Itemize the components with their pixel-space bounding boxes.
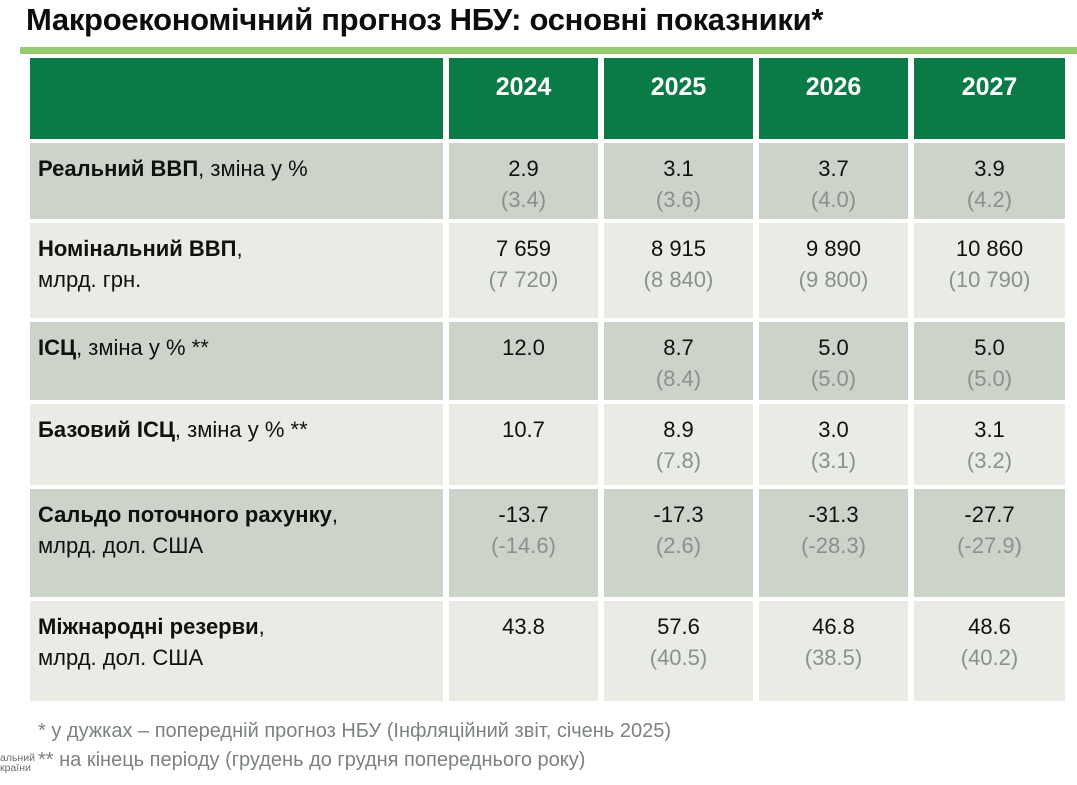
- row-label-rest: ,: [258, 614, 265, 639]
- value-cell: [759, 489, 908, 597]
- previous-forecast: (-14.6): [491, 533, 556, 558]
- table-header-year-2024: 2024: [449, 58, 598, 139]
- footnote-2: ** на кінець періоду (грудень до грудня попереднього року): [38, 749, 586, 771]
- current-forecast: 10.7: [502, 417, 545, 442]
- value-cell: [604, 143, 753, 219]
- current-forecast: -17.3: [653, 502, 704, 527]
- footnotes: [38, 717, 671, 775]
- previous-forecast: (4.2): [966, 187, 1013, 212]
- forecast-table: [30, 58, 1065, 701]
- previous-forecast: (9 800): [798, 267, 869, 292]
- row-label-current-account: [30, 489, 443, 597]
- row-label-rest: , зміна у % **: [76, 335, 209, 360]
- current-forecast: 3.1: [663, 156, 694, 181]
- row-label-rest: , зміна у % **: [174, 417, 308, 442]
- previous-forecast: (40.5): [649, 645, 708, 670]
- row-label-rest: ,: [331, 502, 338, 527]
- nbu-logo-line2: країни: [0, 762, 31, 774]
- value-cell: [759, 601, 908, 701]
- row-label-line2: млрд. грн.: [38, 267, 142, 292]
- row-label-bold: Міжнародні резерви: [38, 614, 259, 639]
- value-cell: [449, 404, 598, 485]
- previous-forecast: (3.1): [810, 448, 857, 473]
- nbu-logo-line1: альний: [0, 752, 35, 764]
- current-forecast: 10 860: [955, 236, 1024, 261]
- current-forecast: 46.8: [812, 614, 855, 639]
- current-forecast: -27.7: [964, 502, 1015, 527]
- current-forecast: 8.7: [663, 335, 694, 360]
- current-forecast: -31.3: [808, 502, 859, 527]
- current-forecast: -13.7: [498, 502, 549, 527]
- row-label-real-gdp: [30, 143, 443, 219]
- current-forecast: 57.6: [657, 614, 700, 639]
- previous-forecast: (3.2): [966, 448, 1013, 473]
- table-header-year-2026: 2026: [759, 58, 908, 139]
- previous-forecast: (4.0): [810, 187, 857, 212]
- value-cell: [914, 404, 1065, 485]
- current-forecast: 9 890: [805, 236, 862, 261]
- value-cell: [449, 223, 598, 318]
- nbu-logo-fragment: [0, 753, 35, 773]
- row-label-bold: Базовий ІСЦ: [38, 417, 175, 442]
- value-cell: [604, 404, 753, 485]
- row-label-line2: млрд. дол. США: [38, 645, 204, 670]
- value-cell: [914, 322, 1065, 400]
- current-forecast: 3.0: [818, 417, 849, 442]
- value-cell: [449, 322, 598, 400]
- previous-forecast: (40.2): [960, 645, 1019, 670]
- row-label-rest: ,: [236, 236, 243, 261]
- row-label-rest: , зміна у %: [198, 156, 308, 181]
- value-cell: [449, 489, 598, 597]
- previous-forecast: (5.0): [966, 366, 1013, 391]
- row-label-bold: Реальний ВВП: [38, 156, 199, 181]
- row-label-nominal-gdp: [30, 223, 443, 318]
- previous-forecast: (7 720): [488, 267, 559, 292]
- current-forecast: 7 659: [495, 236, 552, 261]
- row-label-international-reserves: [30, 601, 443, 701]
- previous-forecast: (-27.9): [957, 533, 1022, 558]
- value-cell: [914, 601, 1065, 701]
- row-label-bold: Номінальний ВВП: [38, 236, 237, 261]
- previous-forecast: (8 840): [643, 267, 714, 292]
- footnote-1: * у дужках – попередній прогноз НБУ (Інфляційний звіт, січень 2025): [38, 720, 671, 742]
- table-header-year-2027: 2027: [914, 58, 1065, 139]
- current-forecast: 12.0: [502, 335, 545, 360]
- current-forecast: 43.8: [502, 614, 545, 639]
- value-cell: [914, 489, 1065, 597]
- current-forecast: 3.1: [974, 417, 1005, 442]
- value-cell: [449, 143, 598, 219]
- page-title: Макроекономічний прогноз НБУ: основні показники*: [26, 2, 824, 37]
- previous-forecast: (2.6): [655, 533, 702, 558]
- previous-forecast: (8.4): [655, 366, 702, 391]
- value-cell: [604, 489, 753, 597]
- value-cell: [914, 223, 1065, 318]
- current-forecast: 2.9: [508, 156, 539, 181]
- previous-forecast: (5.0): [810, 366, 857, 391]
- value-cell: [604, 601, 753, 701]
- previous-forecast: (10 790): [948, 267, 1031, 292]
- value-cell: [759, 404, 908, 485]
- previous-forecast: (-28.3): [801, 533, 866, 558]
- value-cell: [449, 601, 598, 701]
- value-cell: [759, 223, 908, 318]
- current-forecast: 5.0: [818, 335, 849, 360]
- current-forecast: 8.9: [663, 417, 694, 442]
- row-label-core-cpi: [30, 404, 443, 485]
- previous-forecast: (3.6): [655, 187, 702, 212]
- table-header-corner: [30, 58, 443, 139]
- value-cell: [604, 322, 753, 400]
- title-accent-bar: [20, 47, 1077, 54]
- value-cell: [604, 223, 753, 318]
- previous-forecast: (38.5): [804, 645, 863, 670]
- value-cell: [914, 143, 1065, 219]
- row-label-line2: млрд. дол. США: [38, 533, 204, 558]
- value-cell: [759, 322, 908, 400]
- row-label-bold: Сальдо поточного рахунку: [38, 502, 332, 527]
- previous-forecast: (7.8): [655, 448, 702, 473]
- current-forecast: 3.9: [974, 156, 1005, 181]
- row-label-cpi: [30, 322, 443, 400]
- current-forecast: 3.7: [818, 156, 849, 181]
- table-header-year-2025: 2025: [604, 58, 753, 139]
- current-forecast: 5.0: [974, 335, 1005, 360]
- value-cell: [759, 143, 908, 219]
- current-forecast: 48.6: [968, 614, 1011, 639]
- previous-forecast: (3.4): [500, 187, 547, 212]
- row-label-bold: ІСЦ: [38, 335, 77, 360]
- current-forecast: 8 915: [650, 236, 707, 261]
